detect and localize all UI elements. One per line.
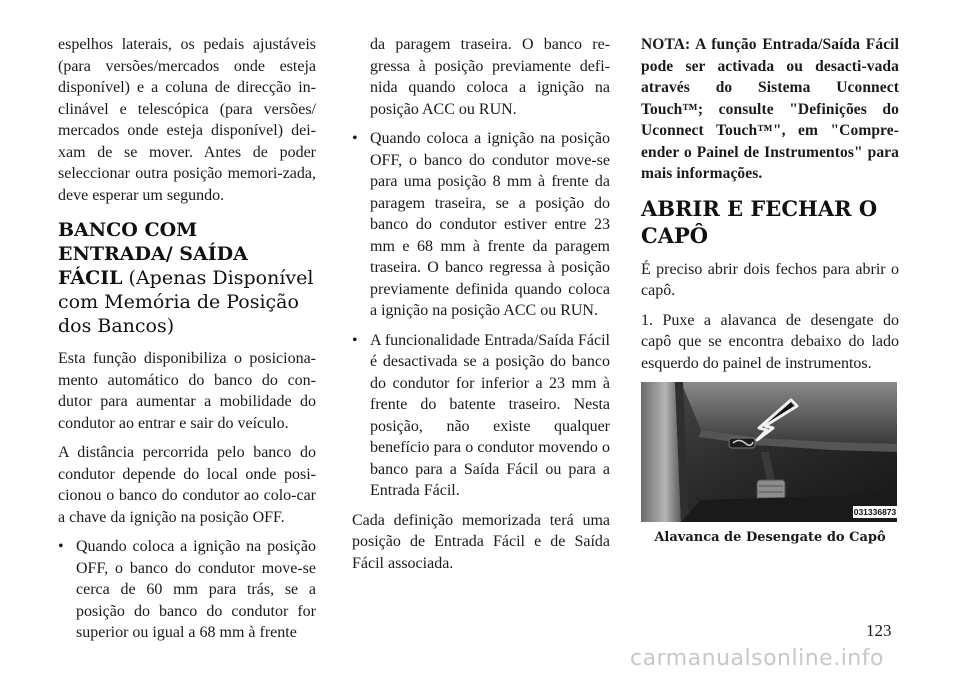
list-item [352,128,610,322]
paragraph-step-1: 1. Puxe a alavanca de desengate do capô que se encontra debaixo do lado esquerdo do painel de instrumentos. [641,311,899,372]
figure-code: 031336873 [853,507,897,517]
bullet-list-1 [58,536,316,644]
page-number: 123 [866,621,892,640]
list-item-text: da paragem traseira. O banco re-gressa à posição previamente defi-nida quando coloca a ignição na posição ACC ou RUN. [370,36,610,118]
list-item [58,536,316,644]
heading-bold-part: BANCO COM ENTRADA/ SAÍDA FÁCIL [58,219,248,289]
section-heading-easy-entry [58,218,316,338]
paragraph-two-latches: É preciso abrir dois fechos para abrir o capô. [641,260,899,299]
bullet-list-2 [352,34,610,502]
hood-release-illustration [641,382,897,522]
figure-caption: Alavanca de Desengate do Capô [654,530,886,545]
section-heading-hood: ABRIR E FECHAR O CAPÔ [641,195,878,248]
list-item-text: Quando coloca a ignição na posição OFF, o banco do condutor move-se cerca de 60 mm para trás, se a posição do banco do condutor for superior ou igual a 68 mm à frente [76,538,316,641]
column-2 [352,34,610,582]
list-item [352,330,610,502]
note-paragraph: NOTA: A função Entrada/Saída Fácil pode ser activada ou desacti-vada através do Sistema Uconnect Touch™; consulte "Definições do Uconnect Touch™", em "Compre-ender o Painel de Instrumentos" para mais informações. [641,36,899,182]
paragraph-mirrors: espelhos laterais, os pedais ajustáveis (para versões/mercados onde esteja disponível) e a coluna de direcção in-clinável e telescópica (para versões/ mercados onde esteja disponível) dei-xam de se mover. Antes de poder seleccionar outra posição memori-zada, deve esperar um segundo. [58,36,316,204]
bullet-icon: • [352,130,358,147]
column-3 [641,34,899,545]
bullet-icon: • [352,331,358,349]
paragraph-memory-settings: Cada definição memorizada terá uma posição de Entrada Fácil e de Saída Fácil associada. [352,511,610,572]
list-item-continued [352,34,610,120]
paragraph-function: Esta função disponibiliza o posiciona-mento automático do banco do con-dutor para aumentar a mobilidade do condutor ao entrar e sair do veículo. [58,350,316,432]
bullet-icon: • [58,538,64,555]
heading-plain-part: (Apenas Disponível com Memória de Posição dos Bancos) [58,267,314,337]
watermark: carmanualsonline.info [630,646,884,671]
column-1 [58,34,316,652]
list-item-text: Quando coloca a ignição na posição OFF, o banco do condutor move-se para uma posição 8 mm à frente da paragem traseira, se a posição do banco do condutor estiver entre 23 mm e 68 mm à frente da paragem traseira. O banco regressa à posição previamente definida quando coloca a ignição na posição ACC ou RUN. [370,130,610,319]
hood-release-photo [641,382,897,522]
paragraph-distance: A distância percorrida pelo banco do condutor depende do local onde posi-cionou o banco do condutor ao colo-car a chave da ignição na posição OFF. [58,444,316,526]
list-item-text: A funcionalidade Entrada/Saída Fácil é desactivada se a posição do banco do condutor for inferior a 23 mm à frente do batente traseiro. Nesta posição, não existe qualquer benefício para o condutor movendo o banco para a Saída Fácil ou para a Entrada Fácil. [370,331,610,499]
